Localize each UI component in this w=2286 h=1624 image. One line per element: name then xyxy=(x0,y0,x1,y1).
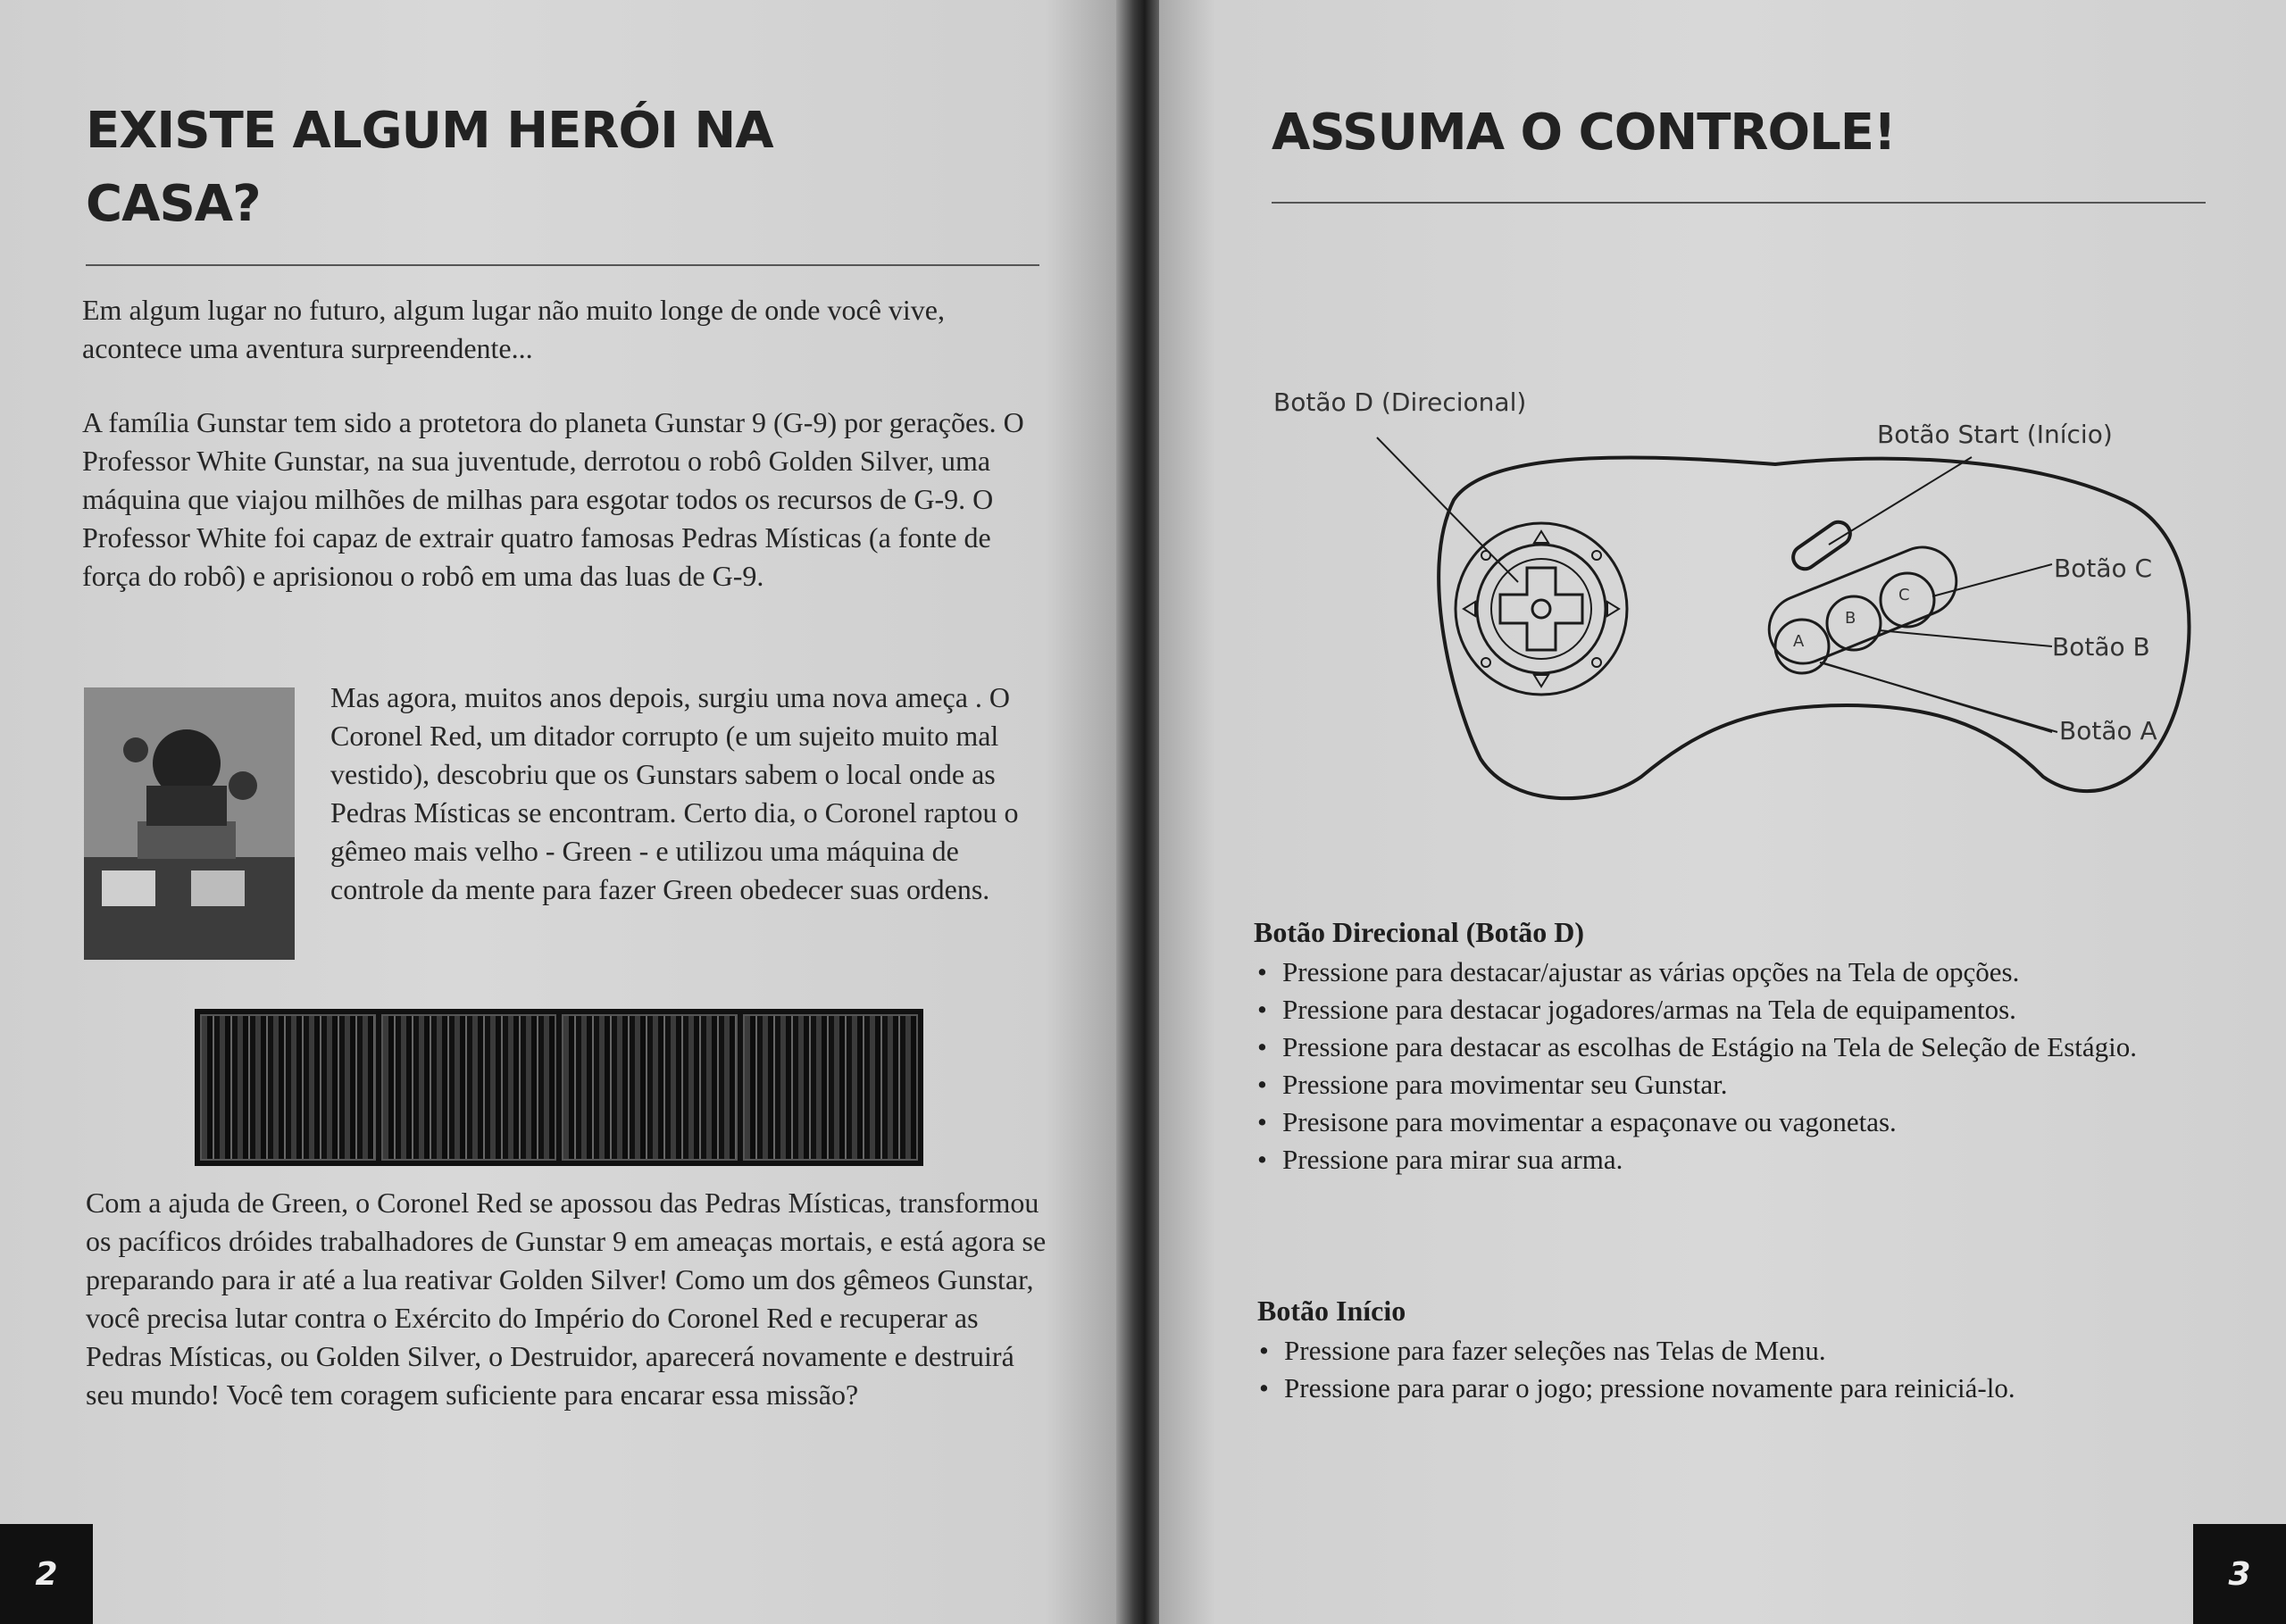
page-number: 2 xyxy=(0,1524,93,1624)
label-d-button: Botão D (Direcional) xyxy=(1273,387,1527,417)
list-item: • Pressione para parar o jogo; pressione novamente para reiniciá-lo. xyxy=(1257,1370,2275,1407)
strip-frame xyxy=(200,1014,376,1161)
label-b-button: Botão B xyxy=(2052,632,2150,662)
strip-frame xyxy=(562,1014,738,1161)
dpad-section-title: Botão Direcional (Botão D) xyxy=(1254,916,1585,948)
label-a-button: Botão A xyxy=(2059,716,2157,745)
controller-diagram xyxy=(1159,0,2286,857)
intro-paragraph: Em algum lugar no futuro, algum lugar não muito longe de onde você vive, acontece uma aventura surpreendente... xyxy=(82,294,945,364)
history-paragraph: A família Gunstar tem sido a protetora do planeta Gunstar 9 (G-9) por gerações. O Professor White Gunstar, na sua juventude, derrotou o robô Golden Silver, uma máquina que viajou milhões de milhas para esgotar todos os recursos de G-9. O Professor White foi capaz de extrair quatro famosas Pedras Místicas (a fonte de força do robô) e aprisionou o robô em uma das luas de G-9. xyxy=(82,406,1024,592)
list-item: • Pressione para fazer seleções nas Telas de Menu. xyxy=(1257,1332,2275,1370)
list-item: • Pressione para movimentar seu Gunstar. xyxy=(1256,1066,2273,1103)
list-item: • Presisone para movimentar a espaçonave ou vagonetas. xyxy=(1256,1103,2273,1141)
mission-paragraph: Com a ajuda de Green, o Coronel Red se apossou das Pedras Místicas, transformou os pacíficos dróides trabalhadores de Gunstar 9 em ameaças mortais, e está agora se preparando para ir até a lua reativar Golden Silver! Como um dos gêmeos Gunstar, você precisa lutar contra o Exército do Império do Coronel Red e recuperar as Pedras Místicas, ou Golden Silver, o Destruidor, aparecerá novamente e destruirá seu mundo! Você tem coragem suficiente para encarar essa missão? xyxy=(86,1187,1047,1411)
game-screenshot-strip xyxy=(195,1009,923,1166)
list-item: • Pressione para destacar jogadores/armas na Tela de equipamentos. xyxy=(1256,991,2273,1029)
button-c-glyph: C xyxy=(1898,586,1910,604)
heading-line-2: CASA? xyxy=(86,175,261,233)
dpad-bullet-list xyxy=(1256,954,2273,1178)
right-page-heading: ASSUMA O CONTROLE! xyxy=(1272,104,1896,162)
left-page xyxy=(0,0,1136,1624)
start-bullet-list xyxy=(1257,1332,2275,1407)
threat-paragraph: Mas agora, muitos anos depois, surgiu uma nova ameça . O Coronel Red, um ditador corrupto (e um sujeito muito mal vestido), descobriu que os Gunstars sabem o local onde as Pedras Místicas se encontram. Certo dia, o Coronel raptou o gêmeo mais velho - Green - e utilizou uma máquina de controle da mente para fazer Green obedecer suas ordens. xyxy=(330,681,1019,905)
left-page-heading xyxy=(86,95,773,241)
list-item: • Pressione para mirar sua arma. xyxy=(1256,1141,2273,1178)
game-screenshot-character xyxy=(84,687,295,960)
heading-line-1: EXISTE ALGUM HERÓI NA xyxy=(86,102,773,160)
strip-frame xyxy=(743,1014,919,1161)
heading-divider xyxy=(86,264,1039,266)
list-item: • Pressione para destacar as escolhas de Estágio na Tela de Seleção de Estágio. xyxy=(1256,1029,2273,1066)
button-a-glyph: A xyxy=(1793,632,1805,651)
strip-frame xyxy=(381,1014,557,1161)
label-start-button: Botão Start (Início) xyxy=(1877,420,2113,449)
button-b-glyph: B xyxy=(1845,609,1856,628)
page-number: 3 xyxy=(2193,1524,2286,1624)
start-section-title: Botão Início xyxy=(1257,1295,1406,1327)
label-c-button: Botão C xyxy=(2054,554,2153,583)
right-page xyxy=(1159,0,2286,1624)
list-item: • Pressione para destacar/ajustar as várias opções na Tela de opções. xyxy=(1256,954,2273,991)
